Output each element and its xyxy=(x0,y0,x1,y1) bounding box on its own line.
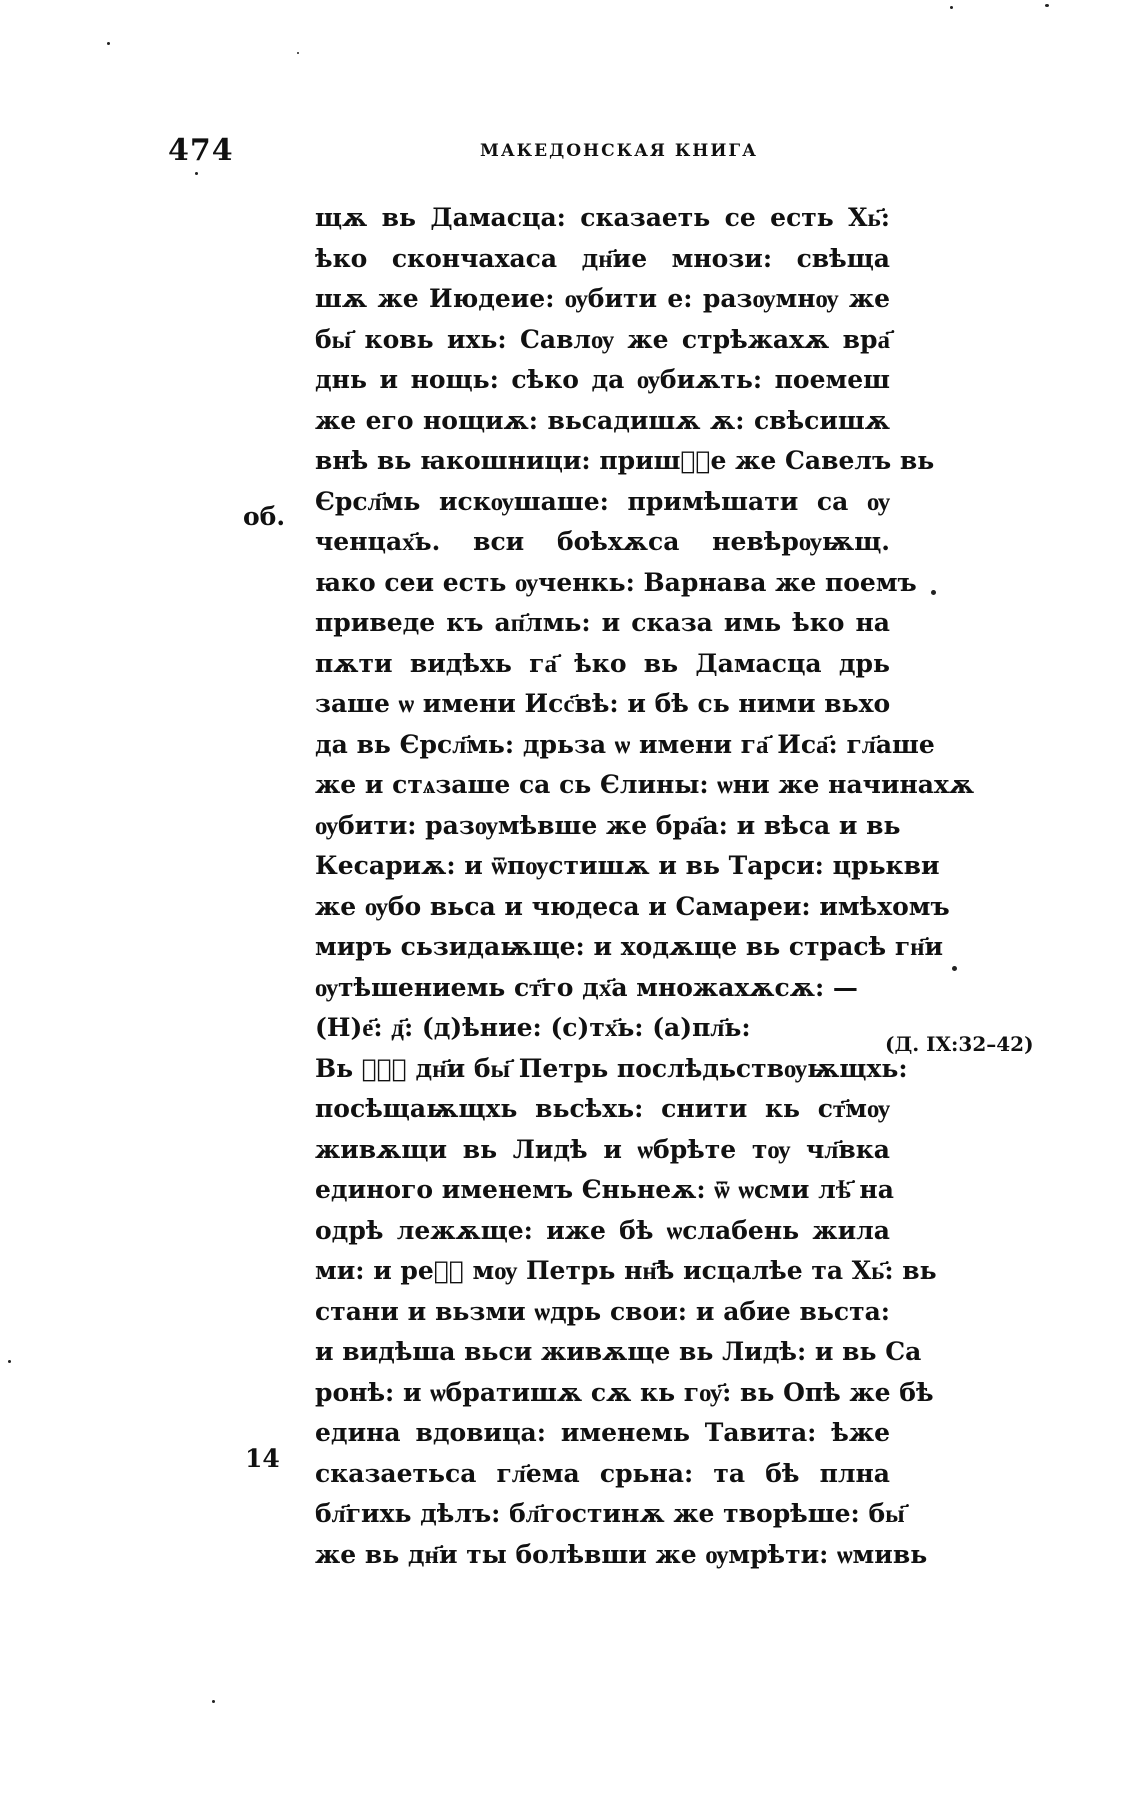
scan-speck xyxy=(931,590,936,595)
page-number: 474 xyxy=(168,133,234,168)
scan-speck xyxy=(952,966,957,971)
text-line: Кесариѫ: и ѿпѹстишѫ и вь Тарси: црькви xyxy=(315,851,940,880)
margin-note-ob: об. xyxy=(243,502,286,531)
text-line: шѫ же Июдеие: ѹбити е: разѹмнѹ же xyxy=(315,284,890,313)
text-line: посѣщаѭщхь вьсѣхь: снити кь ст҃мѹ xyxy=(315,1094,890,1123)
text-line: приведе къ ап҃лмь: и сказа имь ѣко на xyxy=(315,608,890,637)
text-line: же и стѧзаше са сь Єлины: ѡни же начинахѫ xyxy=(315,770,975,799)
scan-speck xyxy=(1045,4,1049,7)
text-line: и видѣша вьси живѫще вь Лидѣ: и вь Са xyxy=(315,1337,922,1366)
text-line: живѫщи вь Лидѣ и ѡбрѣте тѹ чл҃вка xyxy=(315,1134,890,1164)
text-line: едина вдовица: именемь Тавита: ѣже xyxy=(315,1418,890,1447)
text-line: Єрсл҃мь искѹшаше: примѣшати са ѹ xyxy=(315,486,890,516)
text-line: ѣко скончахаса дн҃ие мнози: свѣща xyxy=(315,243,890,273)
text-line: заше ѡ имени Исс҃вѣ: и бѣ сь ними вьхо xyxy=(315,689,891,718)
text-line: днь и нощь: сѣко да ѹбиѫть: поемеш xyxy=(315,365,890,394)
scan-speck xyxy=(297,52,299,54)
text-line: же вь дн҃и ты болѣвши же ѹмрѣти: ѡмивь xyxy=(315,1539,928,1569)
text-line: единого именемъ Єньнеѫ: ѿ ѡсми лѣ҃ на xyxy=(315,1175,894,1204)
text-line: щѫ вь Дамасца: сказаеть се есть Хь҃: xyxy=(315,203,890,232)
text-line: Вь ѡⷩ҇ дн҃и бы҃ Петрь послѣдьствѹѭщхь: xyxy=(315,1053,908,1083)
text-line: бл҃гихь дѣлъ: бл҃гостинѫ же творѣше: бы҃ xyxy=(315,1499,905,1528)
text-line: ченцах҃ь. вси боѣхѫса невѣрѹѭщ. xyxy=(315,527,890,556)
text-line: ми: и реⷱ҇ мѹ Петрь нн҃ѣ исцалѣе та Хь҃: вь xyxy=(315,1256,937,1285)
margin-note-14: 14 xyxy=(245,1444,280,1473)
section-heading-line: (Н)е҃: д҃: (д)ѣние: (с)тх҃ь: (а)пл҃ь: xyxy=(315,1013,751,1042)
text-line: одрѣ лежѫще: иже бѣ ѡслабень жила xyxy=(315,1215,890,1245)
running-title: МАКЕДОНСКАЯ КНИГА xyxy=(480,141,758,161)
text-line: ѹтѣшениемь ст҃го дх҃а множахѫсѫ: — xyxy=(315,972,858,1002)
text-line: сказаетьса гл҃ема срьна: та бѣ плна xyxy=(315,1458,890,1488)
text-line: ѹбити: разѹмѣвше же бра҃а: и вѣса и вь xyxy=(315,810,901,840)
scan-speck xyxy=(107,42,110,45)
text-line: ронѣ: и ѡбратишѫ сѫ кь гѹ҃: вь Опѣ же бѣ xyxy=(315,1377,934,1407)
text-line: стани и вьзми ѡдрь свои: и абие вьста: xyxy=(315,1296,890,1326)
text-line: же ѹбо вьса и чюдеса и Самареи: имѣхомъ xyxy=(315,891,950,921)
text-line: же его нощиѫ: вьсадишѫ ѫ: свѣсишѫ xyxy=(315,405,890,435)
text-line: миръ сьзидаѭще: и ходѫще вь страсѣ гн҃и xyxy=(315,932,944,961)
scan-speck xyxy=(195,172,198,175)
text-line: ꙗко сеи есть ѹченкь: Варнава же поемъ xyxy=(315,567,917,597)
text-line: бы҃ ковь ихь: Савлѹ же стрѣжахѫ вра҃ xyxy=(315,324,890,354)
scripture-reference: (Д. IX:32–42) xyxy=(885,1032,1034,1056)
scan-speck xyxy=(950,6,953,9)
scan-speck xyxy=(8,1360,11,1363)
text-line: да вь Єрсл҃мь: дрьза ѡ имени га҃ Иса҃: гл҃аше xyxy=(315,729,935,759)
text-line: пѫти видѣхь га҃ ѣко вь Дамасца дрь xyxy=(315,648,890,678)
text-line: внѣ вь ꙗкошници: пришⷭ҇е же Савелъ вь xyxy=(315,446,935,475)
scan-speck xyxy=(212,1700,215,1703)
